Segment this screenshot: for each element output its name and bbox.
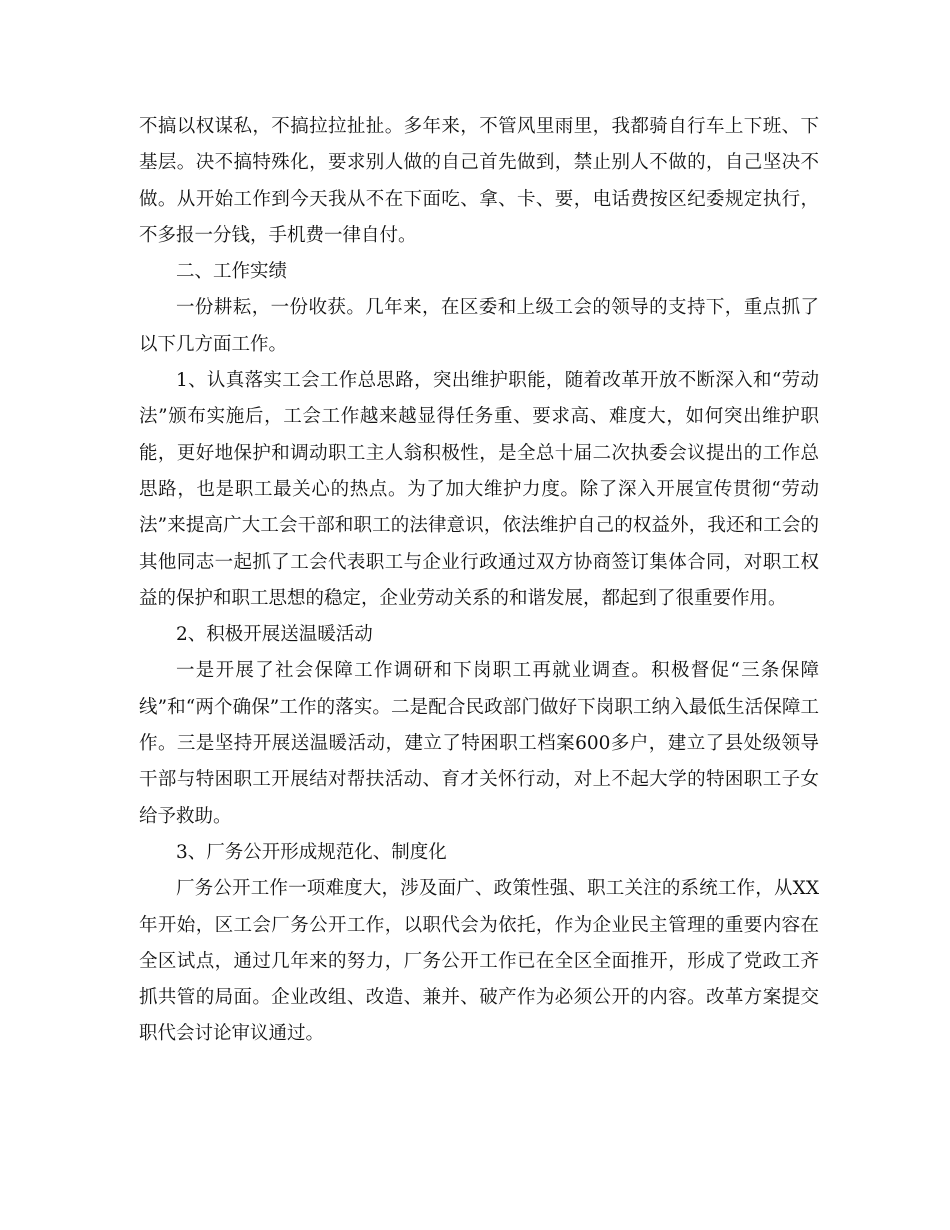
paragraph-item-1: 1、认真落实工会工作总思路，突出维护职能，随着改革开放不断深入和“劳动法”颁布实施后，工会工作越来越显得任务重、要求高、难度大，如何突出维护职能，更好地保护和调动职工主人翁积极性，是全总十届二次执委会议提出的工作总思路，也是职工最关心的热点。为了加大维护力度。除了深入开展宣传贯彻“劳动法”来提高广大工会干部和职工的法律意识，依法维护自己的权益外，我还和工会的其他同志一起抓了工会代表职工与企业行政通过双方协商签订集体合同，对职工权益的保护和职工思想的稳定，企业劳动关系的和谐发展，都起到了很重要作用。 <box>139 370 819 609</box>
document-body <box>139 109 819 1053</box>
subheading-item-3: 3、厂务公开形成规范化、制度化 <box>176 841 447 863</box>
subheading-item-2: 2、积极开展送温暖活动 <box>176 624 373 646</box>
section-heading-work-achievements: 二、工作实绩 <box>176 261 288 283</box>
paragraph-item-2-body: 一是开展了社会保障工作调研和下岗职工再就业调查。积极督促“三条保障线”和“两个确保”工作的落实。二是配合民政部门做好下岗职工纳入最低生活保障工作。三是坚持开展送温暖活动，建立了特困职工档案600多户，建立了县处级领导干部与特困职工开展结对帮扶活动、育才关怀行动，对上不起大学的特困职工子女给予救助。 <box>139 660 819 827</box>
paragraph-item-3-body: 厂务公开工作一项难度大，涉及面广、政策性强、职工关注的系统工作，从XX年开始，区工会厂务公开工作，以职代会为依托，作为企业民主管理的重要内容在全区试点，通过几年来的努力，厂务公开工作已在全区全面推开，形成了党政工齐抓共管的局面。企业改组、改造、兼并、破产作为必须公开的内容。改革方案提交职代会讨论审议通过。 <box>139 878 819 1045</box>
paragraph-continuation: 不搞以权谋私，不搞拉拉扯扯。多年来，不管风里雨里，我都骑自行车上下班、下基层。决不搞特殊化，要求别人做的自己首先做到，禁止别人不做的，自己坚决不做。从开始工作到今天我从不在下面吃、拿、卡、要，电话费按区纪委规定执行，不多报一分钱，手机费一律自付。 <box>139 116 819 246</box>
paragraph-intro: 一份耕耘，一份收获。几年来，在区委和上级工会的领导的支持下，重点抓了以下几方面工作。 <box>139 297 819 355</box>
